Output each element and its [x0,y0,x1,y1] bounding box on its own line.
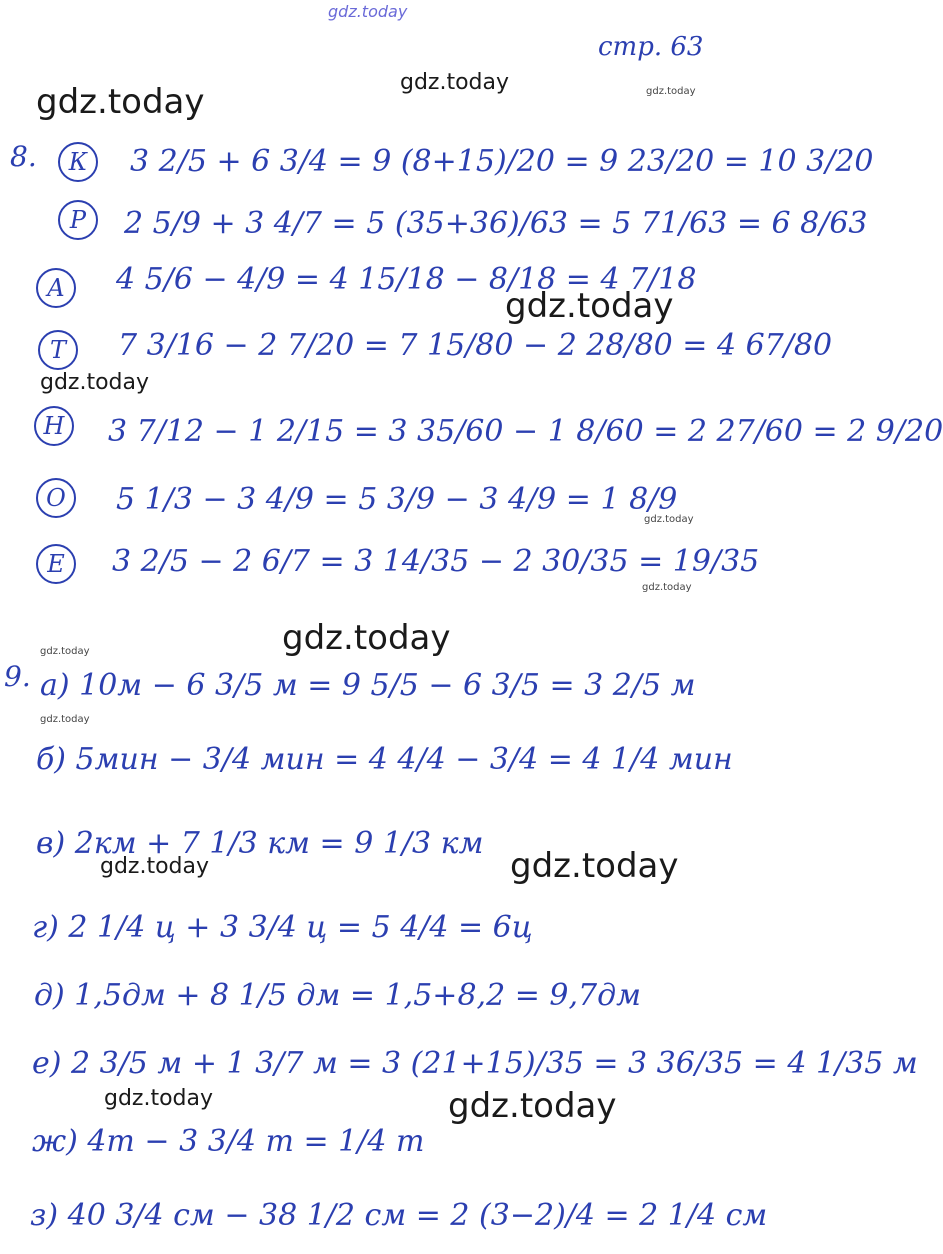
task-9-row: е) 2 3/5 м + 1 3/7 м = 3 (21+15)/35 = 3 36/35 = 4 1/35 м [32,1046,918,1081]
watermark: gdz.today [646,86,696,97]
task-9-row: г) 2 1/4 ц + 3 3/4 ц = 5 4/4 = 6ц [32,910,533,945]
watermark: gdz.today [104,1086,214,1111]
task-9-row: б) 5мин − 3/4 мин = 4 4/4 − 3/4 = 4 1/4 мин [36,742,733,777]
watermark: gdz.today [644,514,694,525]
watermark: gdz.today [282,618,451,658]
task-8-letter-circle: Н [34,406,74,446]
watermark: gdz.today [448,1086,617,1126]
task-8-row: 3 2/5 − 2 6/7 = 3 14/35 − 2 30/35 = 19/35 [112,544,760,579]
task-8-letter-circle: Р [58,200,98,240]
page-label: стр. 63 [598,32,704,62]
watermark: gdz.today [40,714,90,725]
task-8-row: 5 1/3 − 3 4/9 = 5 3/9 − 3 4/9 = 1 8/9 [116,482,678,517]
task-8-letter-circle: А [36,268,76,308]
watermark: gdz.today [40,370,150,395]
task-9-row: ж) 4т − 3 3/4 т = 1/4 т [32,1124,425,1159]
watermark: gdz.today [100,854,210,879]
watermark: gdz.today [40,646,90,657]
task-9-row: з) 40 3/4 см − 38 1/2 см = 2 (3−2)/4 = 2 1/4 см [30,1198,768,1233]
task-8-row: 3 7/12 − 1 2/15 = 3 35/60 − 1 8/60 = 2 27/60 = 2 9/20 [108,414,943,449]
watermark-top: gdz.today [328,2,408,21]
task-8-row: 2 5/9 + 3 4/7 = 5 (35+36)/63 = 5 71/63 = 6 8/63 [124,206,868,241]
task-9-number: 9. [4,660,31,693]
task-8-letter-circle: О [36,478,76,518]
watermark: gdz.today [642,582,692,593]
task-8-letter-circle: К [58,142,98,182]
task-9-row: а) 10м − 6 3/5 м = 9 5/5 − 6 3/5 = 3 2/5 м [40,668,696,703]
watermark: gdz.today [510,846,679,886]
task-9-row: д) 1,5дм + 8 1/5 дм = 1,5+8,2 = 9,7дм [34,978,641,1013]
task-8-letter-circle: Е [36,544,76,584]
watermark: gdz.today [505,286,674,326]
task-8-number: 8. [10,140,37,173]
task-8-row: 7 3/16 − 2 7/20 = 7 15/80 − 2 28/80 = 4 67/80 [118,328,833,363]
task-8-letter-circle: Т [38,330,78,370]
task-9-row: в) 2км + 7 1/3 км = 9 1/3 км [36,826,484,861]
task-8-row: 4 5/6 − 4/9 = 4 15/18 − 8/18 = 4 7/18 [116,262,697,297]
watermark: gdz.today [400,70,510,95]
task-8-row: 3 2/5 + 6 3/4 = 9 (8+15)/20 = 9 23/20 = 10 3/20 [130,144,874,179]
watermark: gdz.today [36,82,205,122]
